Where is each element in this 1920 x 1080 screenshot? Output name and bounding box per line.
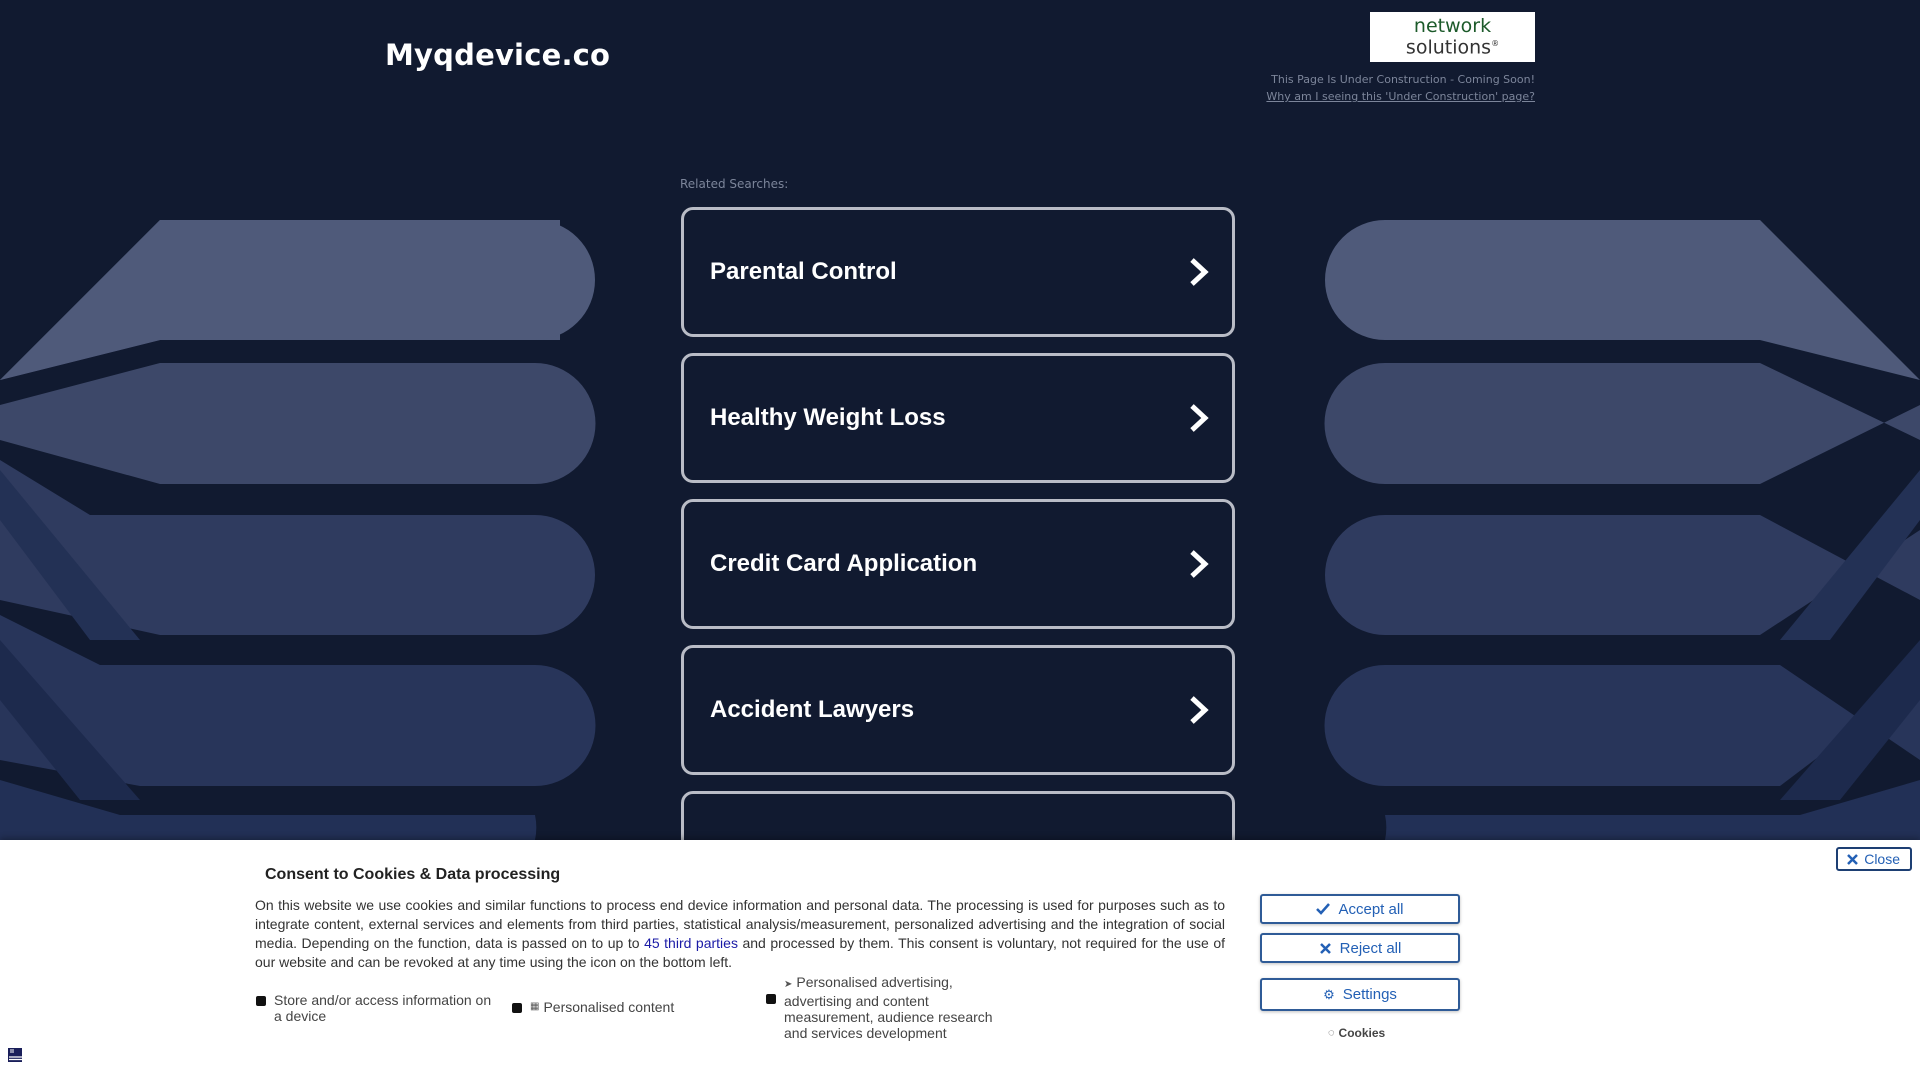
close-button[interactable] xyxy=(1836,847,1912,871)
search-card-parental-control[interactable] xyxy=(681,207,1235,337)
purpose-personalised-advertising xyxy=(766,974,1016,1041)
close-icon xyxy=(1319,942,1332,955)
chevron-right-icon xyxy=(1188,257,1210,287)
related-searches-label: Related Searches: xyxy=(680,177,789,191)
site-title: Myqdevice.co xyxy=(385,38,611,72)
chevron-right-icon xyxy=(1188,695,1210,725)
close-icon xyxy=(1846,853,1859,866)
flag-icon[interactable] xyxy=(7,1047,23,1063)
cookie-icon: ◌ xyxy=(1328,1027,1335,1039)
network-solutions-logo[interactable] xyxy=(1370,12,1535,62)
purpose-bullet xyxy=(766,994,776,1004)
cookie-title: Consent to Cookies & Data processing xyxy=(265,866,561,883)
chevron-right-icon xyxy=(1188,403,1210,433)
cookie-text-after: and processed by them. This consent is voluntary, not required for the use of our website and can be revoked at any time using the icon on the bottom left. xyxy=(255,935,1225,970)
cookie-text-before: On this website we use cookies and similar functions to process end device information and personal data. The processing is used for purposes such as to integrate content, external services and elements from third parties, statistical analysis/measurement, personalized advertising and the integration of social media. Depending on the function, data is passed on to up to xyxy=(255,897,1225,951)
accept-all-label: Accept all xyxy=(1338,900,1404,918)
reject-all-button[interactable] xyxy=(1260,933,1460,963)
search-card-label: Healthy Weight Loss xyxy=(710,404,946,431)
cookies-label: Cookies xyxy=(1338,1026,1386,1040)
cookies-link[interactable] xyxy=(1328,1026,1385,1040)
reject-all-label: Reject all xyxy=(1339,939,1402,957)
gear-icon: ⚙ xyxy=(1323,986,1335,1002)
purpose-personalised-content xyxy=(512,999,732,1015)
search-card-healthy-weight-loss[interactable] xyxy=(681,353,1235,483)
third-parties-link[interactable]: 45 third parties xyxy=(644,935,738,951)
under-construction-notice xyxy=(1266,71,1535,105)
settings-button[interactable] xyxy=(1260,978,1460,1011)
search-card-credit-card-application[interactable] xyxy=(681,499,1235,629)
under-construction-text: This Page Is Under Construction - Coming Soon! xyxy=(1271,73,1535,86)
search-card-label: Parental Control xyxy=(710,258,897,285)
close-label: Close xyxy=(1864,851,1900,867)
settings-label: Settings xyxy=(1342,986,1397,1003)
cookie-description xyxy=(255,896,1225,972)
search-card-accident-lawyers[interactable] xyxy=(681,645,1235,775)
grid-icon: ▦ xyxy=(530,1001,540,1012)
purpose-store-access xyxy=(256,992,496,1024)
search-card-label: Accident Lawyers xyxy=(710,696,915,723)
cookie-consent-banner xyxy=(0,840,1920,1080)
purpose-label: Personalised content xyxy=(543,999,675,1015)
accept-all-button[interactable] xyxy=(1260,894,1460,924)
logo-line1: network xyxy=(1413,14,1492,37)
purpose-bullet xyxy=(256,996,266,1006)
chevron-right-icon xyxy=(1188,549,1210,579)
logo-line2: solutions xyxy=(1405,36,1492,59)
megaphone-icon: ➤ xyxy=(784,979,793,990)
purpose-label: Personalised advertising, advertising and content measurement, audience research and services development xyxy=(784,974,993,1041)
logo-mark: ® xyxy=(1491,38,1500,48)
why-link[interactable]: Why am I seeing this 'Under Construction' page? xyxy=(1266,90,1535,103)
purpose-label: Store and/or access information on a device xyxy=(274,992,492,1024)
search-card-label: Credit Card Application xyxy=(710,550,978,577)
check-icon xyxy=(1316,903,1330,915)
purpose-bullet xyxy=(512,1003,522,1013)
